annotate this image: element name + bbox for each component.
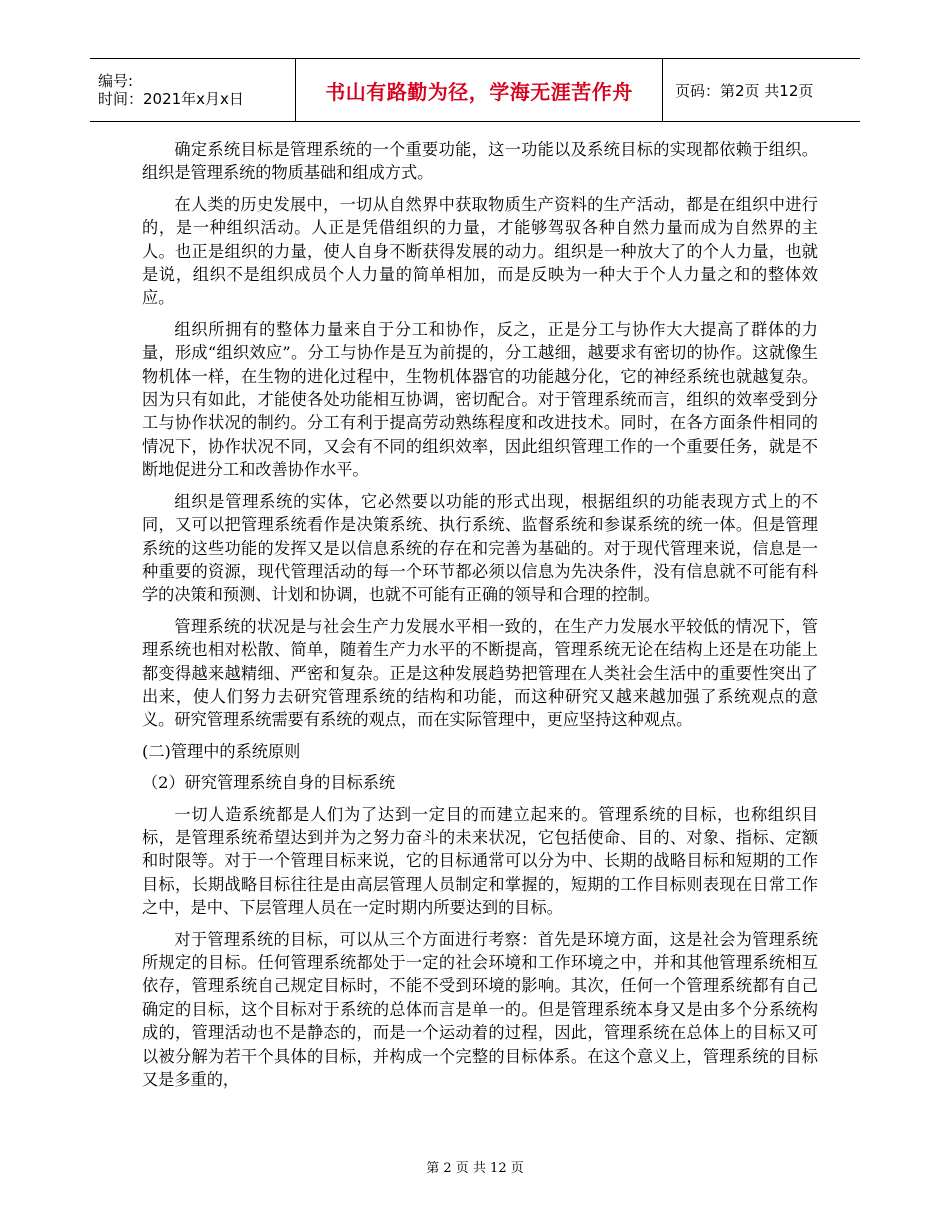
paragraph: 对于管理系统的目标，可以从三个方面进行考察：首先是环境方面，这是社会为管理系统所规定的目标。任何管理系统都处于一定的社会环境和工作环境之中，并和其他管理系统相互依存，管理系统自己规定目标时，不能不受到环境的影响。其次，任何一个管理系统都有自己确定的目标，这个目标对于系统的总体而言是单一的。但是管理系统本身又是由多个分系统构成的，管理活动也不是静态的，而是一个运动着的过程，因此，管理系统在总体上的目标又可以被分解为若干个具体的目标，并构成一个完整的目标体系。在这个意义上，管理系统的目标又是多重的， xyxy=(142,929,818,1090)
header-motto: 书山有路勤为径，学海无涯苦作舟 xyxy=(296,59,663,122)
header-page-info: 页码：第2页 共12页 xyxy=(663,59,861,122)
paragraph: 一切人造系统都是人们为了达到一定目的而建立起来的。管理系统的目标，也称组织目标，是管理系统希望达到并为之努力奋斗的未来状况，它包括使命、目的、对象、指标、定额和时限等。对于一个管理目标来说，它的目标通常可以分为中、长期的战略目标和短期的工作目标，长期战略目标往往是由高层管理人员制定和掌握的，短期的工作目标则表现在日常工作之中，是中、下层管理人员在一定时期内所要达到的目标。 xyxy=(142,804,818,918)
paragraph: 组织是管理系统的实体，它必然要以功能的形式出现，根据组织的功能表现方式上的不同，又可以把管理系统看作是决策系统、执行系统、监督系统和参谋系统的统一体。但是管理系统的这些功能的发挥又是以信息系统的存在和完善为基础的。对于现代管理来说，信息是一种重要的资源，现代管理活动的每一个环节都必须以信息为先决条件，没有信息就不可能有科学的决策和预测、计划和协调，也就不可能有正确的领导和合理的控制。 xyxy=(142,491,818,605)
subsection-heading: （2）研究管理系统自身的目标系统 xyxy=(142,773,396,793)
page-footer: 第 2 页 共 12 页 xyxy=(426,1161,524,1176)
page-header xyxy=(90,58,860,122)
document-body xyxy=(142,138,818,1099)
paragraph: 在人类的历史发展中，一切从自然界中获取物质生产资料的生产活动，都是在组织中进行的，是一种组织活动。人正是凭借组织的力量，才能够驾驭各种自然力量而成为自然界的主人。也正是组织的力量，使人自身不断获得发展的动力。组织是一种放大了的个人力量，也就是说，组织不是组织成员个人力量的简单相加，而是反映为一种大于个人力量之和的整体效应。 xyxy=(142,194,818,308)
paragraph: 组织所拥有的整体力量来自于分工和协作，反之，正是分工与协作大大提高了群体的力量，形成“组织效应”。分工与协作是互为前提的，分工越细，越要求有密切的协作。这就像生物机体一样，在生物的进化过程中，生物机体器官的功能越分化，它的神经系统也就越复杂。因为只有如此，才能使各处功能相互协调，密切配合。对于管理系统而言，组织的效率受到分工与协作状况的制约。分工有利于提高劳动熟练程度和改进技术。同时，在各方面条件相同的情况下，协作状况不同，又会有不同的组织效率，因此组织管理工作的一个重要任务，就是不断地促进分工和改善协作水平。 xyxy=(142,319,818,480)
section-heading: (二)管理中的系统原则 xyxy=(142,741,301,761)
header-meta xyxy=(90,59,296,122)
paragraph: 确定系统目标是管理系统的一个重要功能，这一功能以及系统目标的实现都依赖于组织。组织是管理系统的物质基础和组成方式。 xyxy=(142,140,818,183)
serial-label: 编号: xyxy=(98,72,134,90)
paragraph: 管理系统的状况是与社会生产力发展水平相一致的，在生产力发展水平较低的情况下，管理系统也相对松散、简单，随着生产力水平的不断提高，管理系统无论在结构上还是在功能上都变得越来越精细、严密和复杂。正是这种发展趋势把管理在人类社会生活中的重要性突出了出来，使人们努力去研究管理系统的结构和功能，而这种研究又越来越加强了系统观点的意义。研究管理系统需要有系统的观点，而在实际管理中，更应坚持这种观点。 xyxy=(142,616,818,730)
date-label: 时间：2021年x月x日 xyxy=(98,90,244,108)
